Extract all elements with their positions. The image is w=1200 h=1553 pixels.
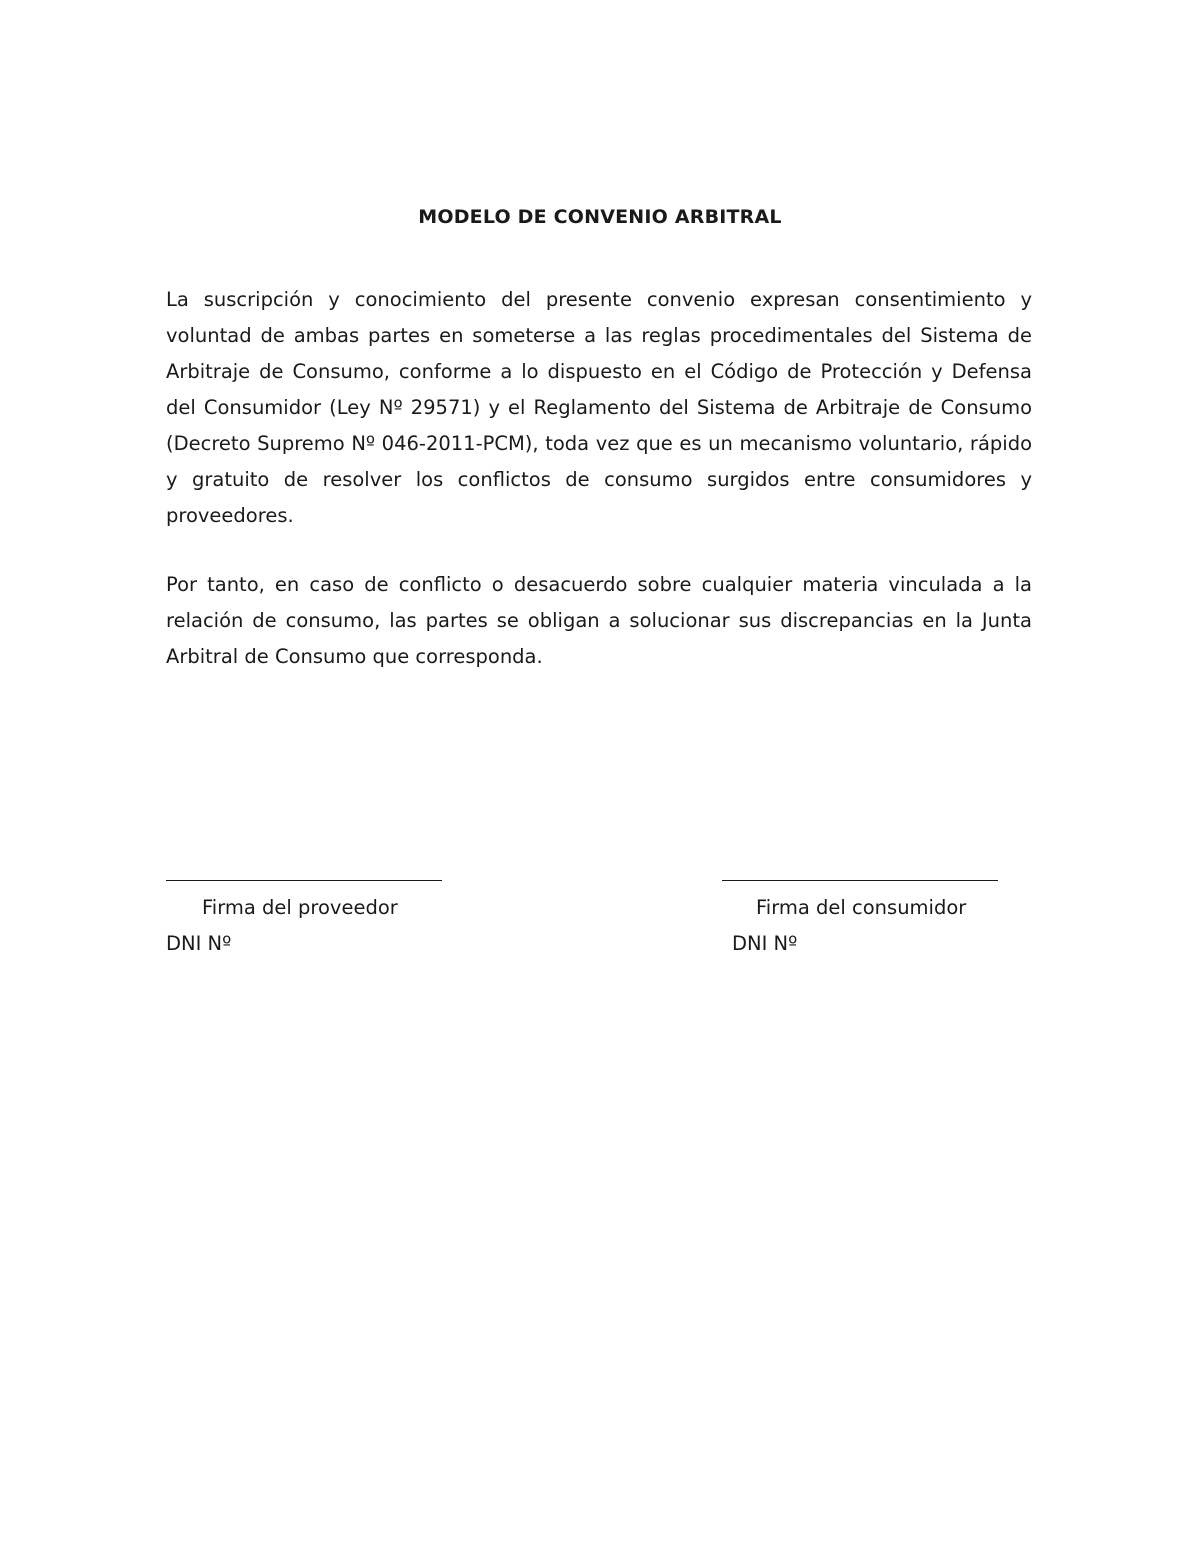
consumer-dni-label: DNI Nº bbox=[732, 932, 798, 955]
body-paragraph-2: Por tanto, en caso de conflicto o desacuerdo sobre cualquier materia vinculada a la relación de consumo, las partes se obligan a solucionar sus discrepancias en la Junta Arbitral de Consumo que corresponda. bbox=[166, 573, 1032, 668]
provider-signature-line bbox=[166, 880, 442, 881]
consumer-signature-line bbox=[722, 880, 998, 881]
consumer-signature-label: Firma del consumidor bbox=[756, 896, 967, 919]
provider-signature-label: Firma del proveedor bbox=[202, 896, 398, 919]
provider-dni-label: DNI Nº bbox=[166, 932, 232, 955]
body-paragraph-1: La suscripción y conocimiento del presente convenio expresan consentimiento y voluntad de ambas partes en someterse a las reglas procedimentales del Sistema de Arbitraje de Consumo, conforme a lo dispuesto en el Código de Protección y Defensa del Consumidor (Ley Nº 29571) y el Reglamento del Sistema de Arbitraje de Consumo (Decreto Supremo Nº 046-2011-PCM), toda vez que es un mecanismo voluntario, rápido y gratuito de resolver los conflictos de consumo surgidos entre consumidores y proveedores. bbox=[166, 288, 1032, 527]
document-title: MODELO DE CONVENIO ARBITRAL bbox=[418, 206, 782, 228]
